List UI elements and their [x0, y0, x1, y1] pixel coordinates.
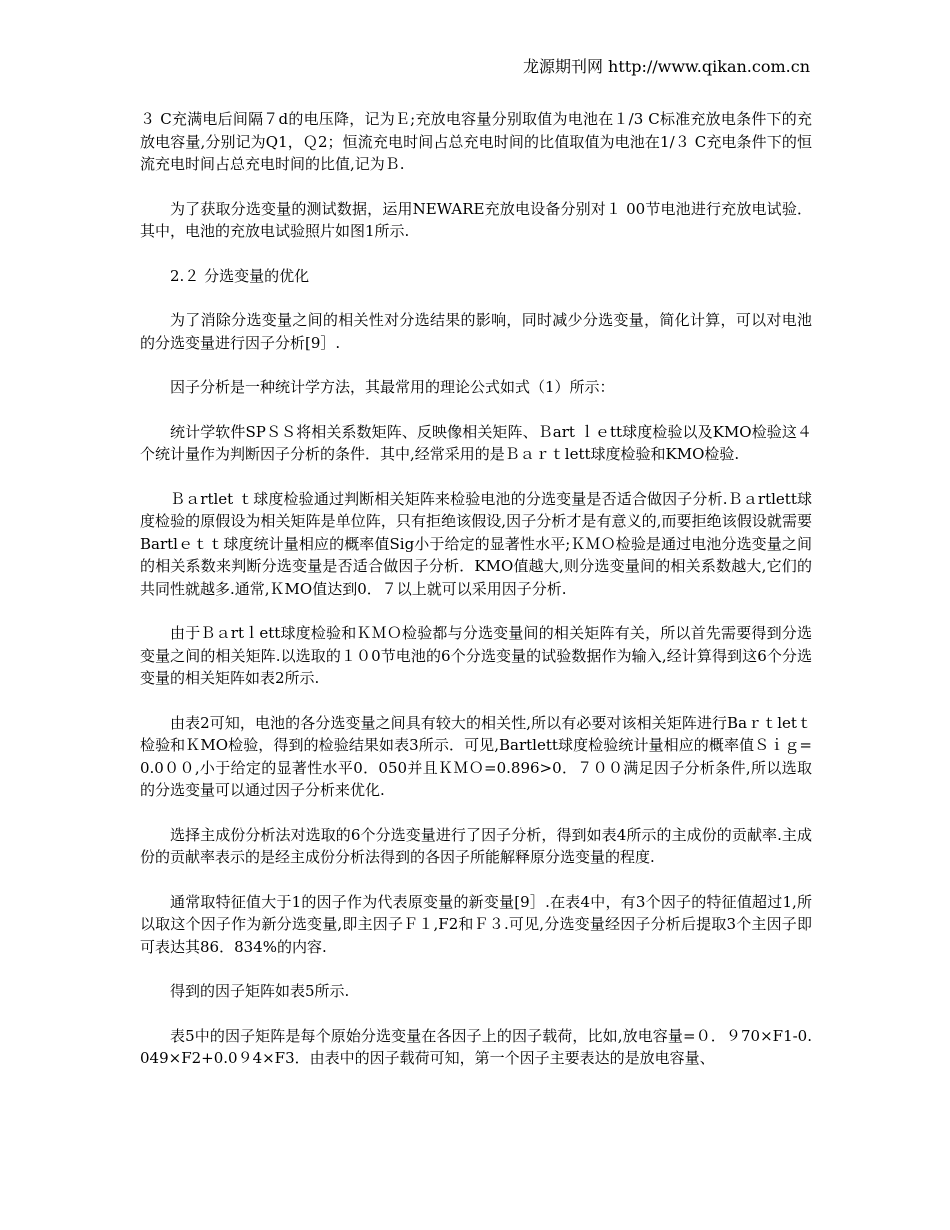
paragraph-12: 表5中的因子矩阵是每个原始分选变量在各因子上的因子载荷，比如,放电容量=０．９70×F1-0.049×F2+0.0９4×F3．由表中的因子载荷可知，第一个因子主要表达的是放电容量、: [140, 1026, 812, 1067]
paragraph-10: 通常取特征值大于1的因子作为代表原变量的新变量[9］.在表4中，有3个因子的特征值超过1,所以取这个因子作为新分选变量,即主因子Ｆ１,F2和Ｆ３.可见,分选变量经因子分析后提取3个主因子即可表达其86．834%的内容.: [140, 892, 812, 956]
paragraph-6: Ｂａrtlet ｔ球度检验通过判断相关矩阵来检验电池的分选变量是否适合做因子分析.Ｂａrtlett球度检验的原假设为相关矩阵是单位阵，只有拒绝该假设,因子分析才是有意义的,而要拒绝该假设就需要Bartlｅｔｔ球度统计量相应的概率值Sig小于给定的显著性水平;ＫＭＯ检验是通过电池分选变量之间的相关系数来判断分选变量是否适合做因子分析．KMO值越大,则分选变量间的相关系数越大,它们的共同性就越多.通常,ＫMO值达到0．７以上就可以采用因子分析.: [140, 489, 812, 598]
paragraph-5: 统计学软件SPＳＳ将相关系数矩阵、反映像相关矩阵、Ｂart ｌｅtt球度检验以及KMO检验这４个统计量作为判断因子分析的条件．其中,经常采用的是Ｂａｒｔlett球度检验和KMO检验.: [140, 422, 812, 463]
paragraph-9: 选择主成份分析法对选取的6个分选变量进行了因子分析，得到如表4所示的主成份的贡献率.主成份的贡献率表示的是经主成份分析法得到的各因子所能解释原分选变量的程度.: [140, 825, 812, 866]
paragraph-8: 由表2可知，电池的各分选变量之间具有较大的相关性,所以有必要对该相关矩阵进行Baｒｔletｔ检验和ＫMO检验，得到的检验结果如表3所示．可见,Bartlett球度检验统计量相应的概率值Ｓｉｇ=0.0００,小于给定的显著性水平0．050并且ＫＭＯ=0.896>0．７００满足因子分析条件,所以选取的分选变量可以通过因子分析来优化.: [140, 713, 812, 799]
section-heading: 2.２ 分选变量的优化: [170, 266, 310, 285]
paragraph-2: 为了获取分选变量的测试数据，运用NEWARE充放电设备分别对１ 00节电池进行充放电试验．其中，电池的充放电试验照片如图1所示.: [140, 199, 812, 240]
article-body: [140, 108, 812, 1092]
paragraph-7: 由于Ｂａrtｌett球度检验和ＫＭＯ检验都与分选变量间的相关矩阵有关，所以首先需要得到分选变量之间的相关矩阵.以选取的１０0节电池的6个分选变量的试验数据作为输入,经计算得到这6个分选变量的相关矩阵如表2所示.: [140, 624, 812, 687]
paragraph-4: 因子分析是一种统计学方法，其最常用的理论公式如式（1）所示：: [170, 378, 615, 396]
paragraph-11: 得到的因子矩阵如表5所示.: [170, 982, 350, 1000]
paragraph-1: ３ C充满电后间隔７d的电压降，记为Ｅ;充放电容量分别取值为电池在１/3 C标准充放电条件下的充放电容量,分别记为Q1，Ｑ2；恒流充电时间占总充电时间的比值取值为电池在1/３ C充电条件下的恒流充电时间占总充电时间的比值,记为Ｂ.: [140, 110, 812, 173]
page-header: 龙源期刊网 http://www.qikan.com.cn: [522, 57, 810, 76]
paragraph-3: 为了消除分选变量之间的相关性对分选结果的影响，同时减少分选变量，简化计算，可以对电池的分选变量进行因子分析[9］.: [140, 311, 812, 352]
